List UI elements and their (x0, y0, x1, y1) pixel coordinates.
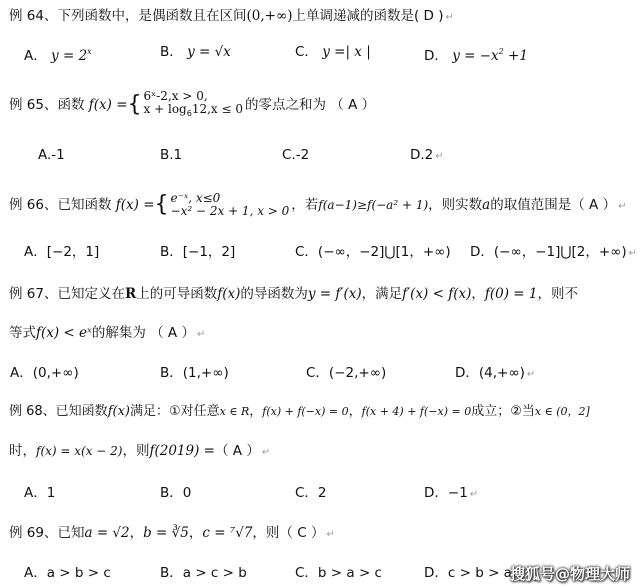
question-65-stem: 例 65、函数 f(x) ={ 6ˣ-2,x > 0, $x + \log_612,x \le 0$ 的零点之和为 （ A ） (9, 89, 376, 118)
q68-option-a: A．1 (24, 485, 56, 501)
q64-option-d: D． $y = -x^2 +1$ (424, 47, 528, 64)
q64-option-c: C． y =| x | (295, 44, 371, 60)
q66-option-b: B．[−1，2] (160, 244, 236, 260)
q69-option-b: B．a > c > b (160, 565, 247, 581)
return-mark-icon: ↵ (628, 248, 638, 259)
return-mark-icon: ↵ (445, 12, 454, 23)
question-67-line1: 例 67、已知定义在R上的可导函数f(x)的导函数为y = f′(x)，满足f′(x) < f(x)，f(0) = 1，则不 (9, 286, 578, 302)
return-mark-icon: ↵ (526, 369, 536, 380)
answer-67: A (167, 325, 178, 341)
question-68-line2: 时，f(x) = x(x − 2)，则f(2019) =（ A ） ↵ (9, 443, 271, 459)
q66-option-c: C．(−∞，−2]⋃[1，+∞) (295, 244, 451, 260)
answer-69: C (297, 525, 307, 541)
question-66-stem: 例 66、已知函数 f(x) ={ e⁻ˣ, x≤0 −x² − 2x + 1, x > 0 ，若f(a−1)≥f(−a² + 1)，则实数a的取值范围是（ A ） ↵ (9, 191, 627, 218)
answer-66: A (589, 197, 599, 213)
question-64-stem: 例 64、下列函数中，是偶函数且在区间(0,+∞)上单调递减的函数是( D ) ↵ (9, 8, 454, 24)
return-mark-icon: ↵ (469, 489, 479, 500)
return-mark-icon: ↵ (435, 151, 444, 162)
q67-option-a: A．(0,+∞) (10, 365, 79, 381)
sohu-watermark: 搜狐号@物理大师 (509, 565, 630, 583)
answer-65: A (348, 97, 358, 113)
answer-64: D (423, 8, 434, 24)
q68-option-b: B．0 (160, 485, 192, 501)
q64-option-a: A． $y = 2^x$ (24, 47, 92, 64)
q69-option-a: A．a > b > c (24, 565, 111, 581)
q65-option-c: C.-2 (282, 147, 310, 163)
q68-option-c: C．2 (295, 485, 327, 501)
q69-option-d: D．c > b > a (424, 565, 512, 581)
q64-option-b: B． y = √x (160, 44, 231, 60)
q65-option-d: D.2 ↵ (410, 147, 444, 163)
q68-option-d: D．−1 ↵ (424, 485, 479, 501)
q65-option-a: A.-1 (38, 147, 65, 163)
q65-option-b: B.1 (160, 147, 183, 163)
q67-option-c: C．(−2,+∞) (306, 365, 387, 381)
q66-option-d: D．(−∞，−1]⋃[2，+∞) ↵ (470, 244, 638, 260)
q67-option-d: D．(4,+∞) ↵ (455, 365, 536, 381)
question-69-stem: 例 69、已知a = √2，b = ∛5，c = ⁷√7，则（ C ） ↵ (9, 525, 335, 541)
return-mark-icon: ↵ (618, 201, 627, 212)
question-67-line2: 等式f(x) < eˣ的解集为 （ A ） ↵ (9, 325, 206, 341)
return-mark-icon: ↵ (326, 529, 335, 540)
q69-option-c: C．b > a > c (295, 565, 382, 581)
answer-68: A (232, 443, 243, 459)
q67-option-b: B．(1,+∞) (160, 365, 229, 381)
q66-option-a: A．[−2，1] (24, 244, 100, 260)
return-mark-icon: ↵ (196, 329, 206, 340)
question-68-line1: 例 68、已知函数f(x)满足：①对任意x ∈ R，f(x) + f(−x) = 0，f(x + 4) + f(−x) = 0成立；②当x ∈ (0，2] (9, 404, 590, 419)
return-mark-icon: ↵ (261, 447, 271, 458)
